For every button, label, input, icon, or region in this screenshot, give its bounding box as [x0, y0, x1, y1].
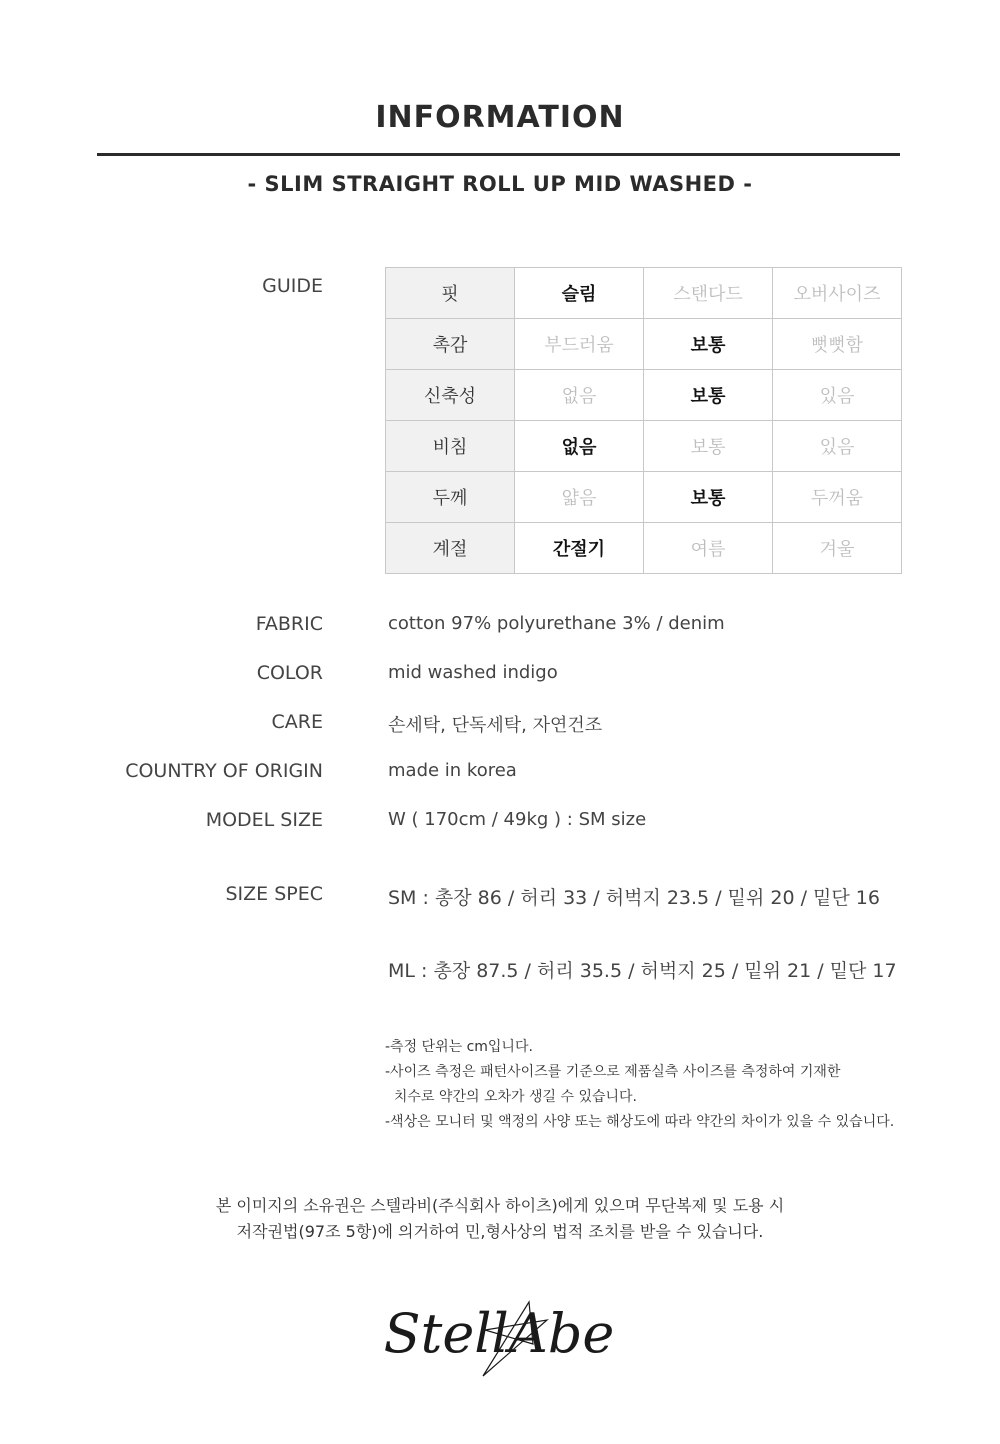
- guide-option: 있음: [773, 421, 902, 472]
- origin-label: COUNTRY OF ORIGIN: [125, 760, 323, 782]
- size-spec-sm: SM : 총장 86 / 허리 33 / 허벅지 23.5 / 밑위 20 / 밑단 16: [388, 887, 880, 909]
- guide-option-selected: 없음: [515, 421, 644, 472]
- fabric-label: FABRIC: [255, 613, 323, 635]
- color-value: mid washed indigo: [388, 662, 558, 683]
- guide-row-head: 핏: [386, 268, 515, 319]
- product-name: - SLIM STRAIGHT ROLL UP MID WASHED -: [247, 172, 753, 196]
- size-spec-ml: ML : 총장 87.5 / 허리 35.5 / 허벅지 25 / 밑위 21 / 밑단 17: [388, 960, 897, 982]
- model-size-label: MODEL SIZE: [205, 809, 323, 831]
- guide-row: [386, 472, 902, 523]
- care-label: CARE: [271, 711, 323, 733]
- guide-option: 스탠다드: [644, 268, 773, 319]
- note-line: -측정 단위는 cm입니다.: [385, 1039, 533, 1055]
- model-size-value: W ( 170cm / 49kg ) : SM size: [388, 809, 647, 830]
- guide-row-head: 두께: [386, 472, 515, 523]
- note-line: -색상은 모니터 및 액정의 사양 또는 해상도에 따라 약간의 차이가 있을 수 있습니다.: [385, 1114, 895, 1130]
- guide-label: GUIDE: [262, 275, 323, 297]
- guide-option: 보통: [644, 421, 773, 472]
- guide-row-head: 촉감: [386, 319, 515, 370]
- page-title: INFORMATION: [375, 100, 625, 135]
- guide-row: [386, 421, 902, 472]
- guide-option: 있음: [773, 370, 902, 421]
- guide-option: 두꺼움: [773, 472, 902, 523]
- guide-option: 뻣뻣함: [773, 319, 902, 370]
- guide-option-selected: 슬림: [515, 268, 644, 319]
- color-label: COLOR: [256, 662, 323, 684]
- guide-row: [386, 319, 902, 370]
- size-spec-label: SIZE SPEC: [225, 883, 323, 905]
- guide-row-head: 신축성: [386, 370, 515, 421]
- copyright-line: 저작권법(97조 5항)에 의거하여 민,형사상의 법적 조치를 받을 수 있습니다.: [236, 1222, 764, 1241]
- title-divider: [97, 153, 900, 156]
- guide-option-selected: 보통: [644, 319, 773, 370]
- guide-option-selected: 보통: [644, 472, 773, 523]
- guide-row-head: 비침: [386, 421, 515, 472]
- note-line: -사이즈 측정은 패턴사이즈를 기준으로 제품실측 사이즈를 측정하여 기재한: [385, 1064, 841, 1080]
- guide-option: 부드러움: [515, 319, 644, 370]
- guide-row: [386, 370, 902, 421]
- guide-option: 겨울: [773, 523, 902, 574]
- guide-row-head: 계절: [386, 523, 515, 574]
- care-value: 손세탁, 단독세탁, 자연건조: [388, 715, 603, 736]
- guide-row: [386, 523, 902, 574]
- guide-option: 없음: [515, 370, 644, 421]
- guide-option: 오버사이즈: [773, 268, 902, 319]
- guide-option: 얇음: [515, 472, 644, 523]
- guide-table: [385, 267, 902, 574]
- copyright-line: 본 이미지의 소유권은 스텔라비(주식회사 하이츠)에게 있으며 무단복제 및 도용 시: [215, 1196, 785, 1215]
- fabric-value: cotton 97% polyurethane 3% / denim: [388, 613, 725, 634]
- guide-option: 여름: [644, 523, 773, 574]
- brand-logo-text: StellAbe: [383, 1302, 615, 1365]
- guide-option-selected: 간절기: [515, 523, 644, 574]
- guide-row: [386, 268, 902, 319]
- brand-logo: [383, 1290, 615, 1380]
- guide-option-selected: 보통: [644, 370, 773, 421]
- note-line: 치수로 약간의 오차가 생길 수 있습니다.: [385, 1089, 637, 1105]
- origin-value: made in korea: [388, 760, 517, 781]
